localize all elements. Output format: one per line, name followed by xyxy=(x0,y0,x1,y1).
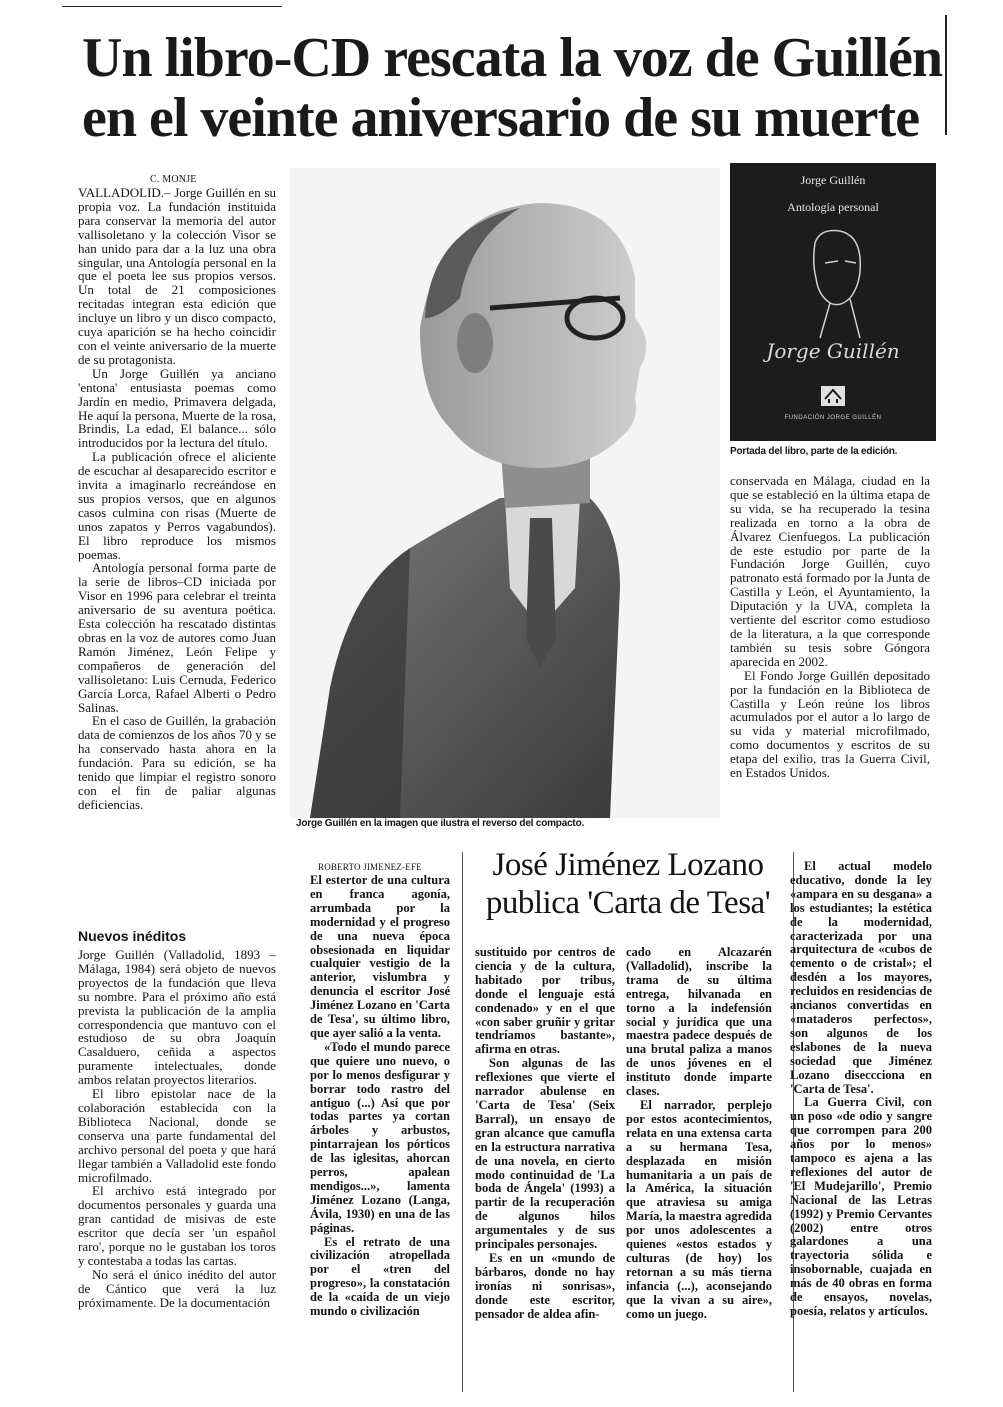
article2-col-a xyxy=(310,874,450,1319)
book-title: Antología personal xyxy=(787,200,879,214)
paragraph: No será el único inédito del autor de Cántico que verá la luz próximamente. De la documentación xyxy=(78,1266,276,1310)
paragraph: El narrador, perplejo por estos acontecimientos, relata en una extensa carta a su hermana Tesa, desplazada en misión humanitaria a un país de la América, la situación que atraviesa su amiga María, la maestra agredida por unos adolescentes a quienes «estos estados y culturas (de hoy) los retornan a su más tierna infancia (...), aconsejando que la vivan a su aire», como un juego. xyxy=(626,1097,772,1321)
article2-headline-line-1: José Jiménez Lozano xyxy=(492,847,764,883)
paragraph: sustituido por centros de ciencia y de la cultura, habitado por tribus, donde el lenguaje está condenado» y en el que «con saber gruñir y gritar tendríamos bastante», afirma en otras. xyxy=(475,945,615,1057)
paragraph: Es el retrato de una civilización atropellada por el «tren del progreso», la constatación de la «caída de un viejo mundo o civilización xyxy=(310,1234,450,1319)
paragraph: El estertor de una cultura en franca agonía, arrumbada por la modernidad y el progreso de una nueva época obsesionada en liquidar cualquier vestigio de la anterior, vislumbra y denuncia el escritor José Jiménez Lozano en 'Carta de Tesa', su último libro, que ayer salió a la venta. xyxy=(310,873,450,1040)
right-edge-rule xyxy=(945,15,947,135)
sketch-portrait-icon xyxy=(790,223,880,343)
article-col-right xyxy=(730,474,930,780)
paragraph: El libro epistolar nace de la colaboración establecida con la Biblioteca Nacional, donde se conserva una parte fundamental del archivo personal del poeta y que hará llegar también a Valladolid este fondo microfilmado. xyxy=(78,1086,276,1185)
article2-headline xyxy=(466,846,790,922)
article2-headline-line-2: publica 'Carta de Tesa' xyxy=(485,885,771,921)
paragraph: La publicación ofrece el aliciente de escuchar al desaparecido escritor e invita a imaginarlo recreándose en sus propios versos, que en algunos casos culmina con risas (Muerte de unos zapatos y Perros vagabundos). El libro reproduce los mismos poemas. xyxy=(78,449,276,562)
paragraph: cado en Alcazarén (Valladolid), inscribe la trama de su última entrega, hilvanada en torno a la indefensión social y jurídica que una maestra padece después de una brutal paliza a manos de unos jóvenes en el instituto donde imparte clases. xyxy=(626,945,772,1099)
article-col-1 xyxy=(78,186,276,812)
book-publisher: FUNDACIÓN JORGE GUILLÉN xyxy=(784,415,882,421)
book-author: Jorge Guillén xyxy=(800,173,866,187)
paragraph: La Guerra Civil, con un poso «de odio y sangre que corrompen para 200 años por lo menos» tampoco es ajena a las reflexiones del autor de 'El Mudejarillo', Premio Nacional de las Letras (1992) y Premio Cervantes (2002) entre otros galardones a una trayectoria sólida e insobornable, cuajada en más de 40 obras en forma de ensayos, novelas, poesía, relatos y artículos. xyxy=(790,1095,932,1318)
paragraph: El archivo está integrado por documentos personales y guarda una gran cantidad de misivas de este escritor que decía ser 'un español raro', porque no le gustaban los toros y contestaba a todas las cartas. xyxy=(78,1183,276,1268)
subhead-nuevos-ineditos: Nuevos inéditos xyxy=(78,928,187,944)
foundation-logo-icon xyxy=(820,385,846,407)
paragraph: VALLADOLID.– Jorge Guillén en su propia voz. La fundación instituida para conservar la memoria del autor vallisoletano y la colección Visor se han unido para dar a la luz una obra singular, una Antología personal en la que el poeta lee sus propios versos. Un total de 21 composiciones recitadas integran esta edición que incluye un libro y un disco compacto, cuya aparición se ha hecho coincidir con el veinte aniversario de la muerte de su protagonista. xyxy=(78,185,276,367)
article2-col-d xyxy=(790,860,932,1319)
paragraph: Es en un «mundo de bárbaros, donde no hay ironías ni sonrisas», donde este escritor, pensador de aldea afin- xyxy=(475,1250,615,1321)
book-caption: Portada del libro, parte de la edición. xyxy=(730,446,898,457)
paragraph: «Todo el mundo parece que quiere uno nuevo, o por lo menos desfigurar y borrar todo rastro del antiguo (...) Así que por todas partes ya cortan árboles y arbustos, pintarrajean los pórticos de las iglesitas, ahorcan perros, apalean mendigos...», lamenta Jiménez Lozano (Langa, Ávila, 1930) en una de las páginas. xyxy=(310,1039,450,1235)
paragraph: El Fondo Jorge Guillén depositado por la fundación en la Biblioteca de Castilla y León reúne los libros acumulados por el autor a lo largo de su vida y material microfilmado, como documentos y escritos de su etapa del exilio, tras la Guerra Civil, en Estados Unidos. xyxy=(730,667,930,781)
book-cover xyxy=(730,163,936,441)
headline-line-1: Un libro-CD rescata la voz de Guillén xyxy=(82,27,943,89)
paragraph: Antología personal forma parte de la serie de libros–CD iniciada por Visor en 1996 para celebrar el treinta aniversario de su aventura poética. Esta colección ha rescatado distintas obras en la voz de autores como Juan Ramón Jiménez, León Felipe y compañeros de generación del vallisoletano: Luis Cernuda, Federico García Lorca, Rafael Alberti o Pedro Salinas. xyxy=(78,560,276,715)
paragraph: En el caso de Guillén, la grabación data de comienzos de los años 70 y se ha conservado hasta ahora en la fundación. Para su edición, se ha tenido que limpiar el registro sonoro con el fin de paliar algunas deficiencias. xyxy=(78,713,276,812)
headline-line-2: en el veinte aniversario de su muerte xyxy=(82,87,920,149)
portrait-illustration xyxy=(290,168,720,818)
book-signature: Jorge Guillén xyxy=(766,339,900,363)
article2-col-c xyxy=(626,946,772,1321)
paragraph: Jorge Guillén (Valladolid, 1893 –Málaga, 1984) será objeto de nuevos proyectos de la fundación que lleva su nombre. Para el próximo año está prevista la publicación de la amplia correspondencia que mantuvo con el estudioso de su obra Joaquín Casalduero, ceñida a aspectos puramente intelectuales, donde ambos relatan proyectos literarios. xyxy=(78,947,276,1088)
byline: C. MONJE xyxy=(150,174,197,185)
paragraph: conservada en Málaga, ciudad en la que se estableció en la última etapa de su vida, se ha recuperado la tesina realizada en torno a la obra de Álvarez Cienfuegos. La publicación de este estudio por parte de la Fundación Jorge Guillén, cuyo patronato está formado por la Junta de Castilla y León, el Ayuntamiento, la Diputación y la UVA, completa la vertiente del escritor como estudioso de la literatura, a la que corresponde también su tesis sobre Góngora aparecida en 2002. xyxy=(730,473,930,669)
paragraph: El actual modelo educativo, donde la ley «ampara en su desgana» a los estudiantes; la estética de la modernidad, caracterizada por una arquitectura de «cubos de cemento o de cristal»; el desdén a los mayores, recluidos en residencias de ancianos convertidas en «mataderos perfectos», son algunos de los eslabones de la nueva sociedad que Jiménez Lozano diseccciona en 'Carta de Tesa'. xyxy=(790,859,932,1096)
article2-byline: ROBERTO JIMENEZ-EFE xyxy=(318,862,422,872)
paragraph: Son algunas de las reflexiones que vierte el narrador abulense en 'Carta de Tesa' (Seix Barral), un ensayo de gran alcance que camufla en la estructura narrativa de una novela, en cierto modo continuidad de 'La boda de Ángela' (1993) a partir de la recuperación de algunos hilos argumentales y de sus principales personajes. xyxy=(475,1056,615,1252)
article-col-1b xyxy=(78,948,276,1310)
photo-caption: Jorge Guillén en la imagen que ilustra el reverso del compacto. xyxy=(296,818,585,829)
portrait-photo xyxy=(290,168,720,818)
article2-col-b xyxy=(475,946,615,1321)
top-rule xyxy=(62,6,282,7)
paragraph: Un Jorge Guillén ya anciano 'entona' entusiasta poemas como Jardín en medio, Primavera delgada, He aquí la persona, Muerte de la rosa, Brindis, La edad, El balance... sólo introducidos por la lectura del título. xyxy=(78,365,276,451)
column-divider xyxy=(462,852,463,1392)
